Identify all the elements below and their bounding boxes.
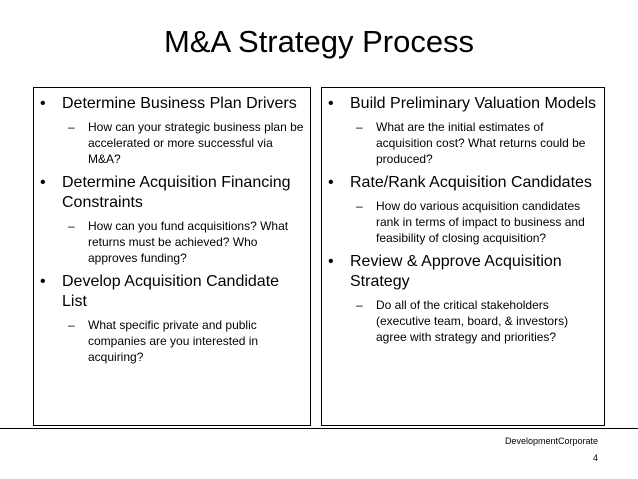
- bullet-glyph: •: [40, 174, 46, 191]
- sub-item-text: Do all of the critical stakeholders (executive team, board, & investors) agree with strategy and priorities?: [376, 298, 569, 344]
- sub-list: [350, 297, 600, 345]
- bullet-label: Build Preliminary Valuation Models: [350, 95, 597, 112]
- sub-item: [350, 297, 600, 345]
- footer-divider: [0, 428, 638, 429]
- dash-glyph: –: [356, 298, 363, 312]
- dash-glyph: –: [68, 219, 75, 233]
- bullet-glyph: •: [40, 273, 46, 290]
- bullet-label: Rate/Rank Acquisition Candidates: [350, 174, 592, 191]
- footer-brand: DevelopmentCorporate: [504, 436, 598, 446]
- dash-glyph: –: [68, 120, 75, 134]
- left-bullet-list: [38, 94, 306, 371]
- bullet-glyph: •: [328, 174, 334, 191]
- sub-item-text: How can you fund acquisitions? What returns must be achieved? Who approves funding?: [88, 219, 289, 265]
- bullet-glyph: •: [328, 95, 334, 112]
- bullet-glyph: •: [40, 95, 46, 112]
- slide-title: M&A Strategy Process: [163, 24, 475, 59]
- dash-glyph: –: [356, 120, 363, 134]
- bullet-label: Determine Acquisition Financing Constraints: [62, 174, 291, 211]
- sub-list: [350, 198, 600, 246]
- sub-item-text: How can your strategic business plan be accelerated or more successful via M&A?: [88, 120, 304, 166]
- dash-glyph: –: [68, 318, 75, 332]
- bullet-item: [326, 173, 600, 246]
- bullet-glyph: •: [328, 253, 334, 270]
- sub-item: [62, 317, 306, 365]
- sub-list: [62, 119, 306, 167]
- sub-list: [350, 119, 600, 167]
- bullet-label: Review & Approve Acquisition Strategy: [350, 253, 562, 290]
- bullet-item: [38, 94, 306, 167]
- sub-list: [62, 218, 306, 266]
- bullet-label: Determine Business Plan Drivers: [62, 95, 297, 112]
- dash-glyph: –: [356, 199, 363, 213]
- bullet-item: [326, 94, 600, 167]
- sub-item: [62, 218, 306, 266]
- left-column-box: [33, 87, 311, 426]
- sub-item: [350, 119, 600, 167]
- sub-list: [62, 317, 306, 365]
- sub-item: [350, 198, 600, 246]
- bullet-label: Develop Acquisition Candidate List: [62, 273, 280, 310]
- bullet-item: [38, 272, 306, 365]
- right-column-box: [321, 87, 605, 426]
- bullet-item: [38, 173, 306, 266]
- sub-item-text: What are the initial estimates of acquisition cost? What returns could be produced?: [376, 120, 586, 166]
- sub-item-text: What specific private and public companies are you interested in acquiring?: [88, 318, 259, 364]
- page-number: 4: [592, 453, 598, 463]
- right-bullet-list: [326, 94, 600, 351]
- bullet-item: [326, 252, 600, 345]
- sub-item-text: How do various acquisition candidates rank in terms of impact to business and feasibility of closing acquisition?: [376, 199, 585, 245]
- sub-item: [62, 119, 306, 167]
